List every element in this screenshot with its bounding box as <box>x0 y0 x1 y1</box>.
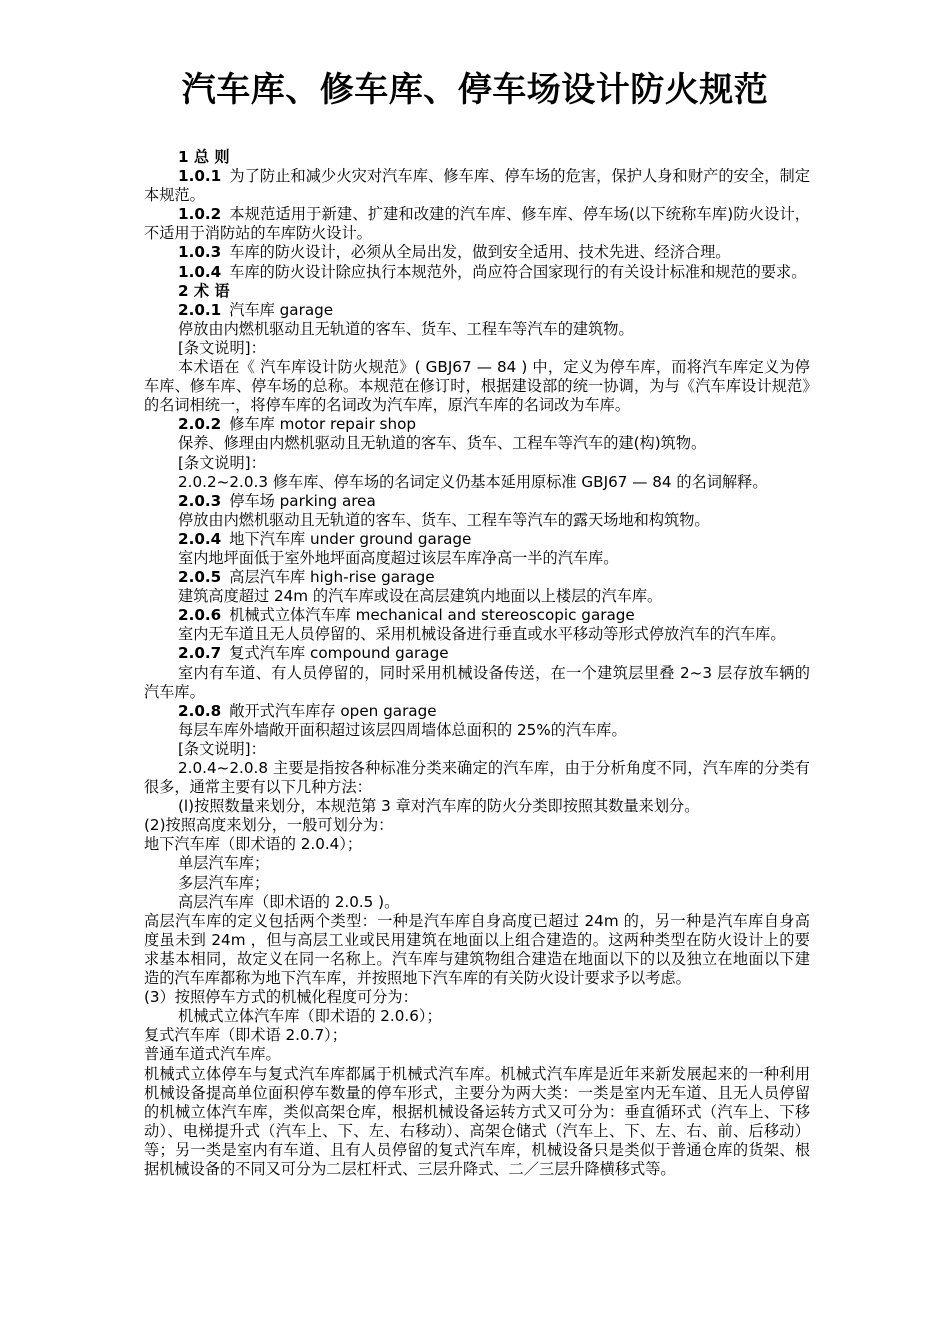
document-title: 汽车库、修车库、停车场设计防火规范 <box>181 70 769 110</box>
method-1: (l)按照数量来划分，本规范第 3 章对汽车库的防火分类即按照其数量来划分。 <box>178 797 700 816</box>
term-definition: 保养、修理由内燃机驱动且无轨道的客车、货车、工程车等汽车的建(构)筑物。 <box>178 434 707 453</box>
method-2-item: 多层汽车库； <box>178 873 270 892</box>
term-name: 高层汽车库 high-rise garage <box>229 568 435 587</box>
term-name: 复式汽车库 compound garage <box>229 644 449 663</box>
note-label: [条文说明]： <box>178 453 266 472</box>
method-2-text: 高层汽车库的定义包括两个类型：一种是汽车库自身高度已超过 24m 的，另一种是汽车库自身高度虽未到 24m ，但与高层工业或民用建筑在地面以上组合建造的。这两种类型在防火设计上的要求基本相同，故定义在同一名称上。汽车库与建筑物组合建造在地面以下的以及独立在地面以下建造的汽车库都称为地下汽车库，并按照地下汽车库的有关防火设计要求予以考虑。 <box>144 911 810 988</box>
term-name: 地下汽车库 under ground garage <box>229 529 472 548</box>
term-2-0-7 <box>144 644 810 663</box>
clause-number: 1.0.3 <box>178 243 222 262</box>
clause-number: 1.0.4 <box>178 262 222 281</box>
term-number: 2.0.7 <box>178 644 222 663</box>
method-2: (2)按照高度来划分，一般可划分为： <box>144 816 394 835</box>
term-name: 汽车库 garage <box>229 300 334 319</box>
term-number: 2.0.8 <box>178 701 222 720</box>
term-definition: 建筑高度超过 24m 的汽车库或设在高层建筑内地面以上楼层的汽车库。 <box>178 587 663 606</box>
clause-number: 1.0.2 <box>178 205 222 224</box>
section-1-heading: 1 总 则 <box>178 148 230 166</box>
method-2-item: 地下汽车库（即术语的 2.0.4）； <box>144 835 363 854</box>
clause-text: 为了防止和减少火灾对汽车库、修车库、停车场的危害，保护人身和财产的安全，制定本规范。 <box>144 167 810 205</box>
method-3-item: 复式汽车库（即术语 2.0.7）； <box>144 1026 347 1045</box>
term-number: 2.0.6 <box>178 606 222 625</box>
method-2-item: 高层汽车库（即术语的 2.0.5 )。 <box>178 892 400 911</box>
method-3-item: 普通车道式汽车库。 <box>144 1045 281 1064</box>
clause-text: 车库的防火设计，必须从全局出发，做到安全适用、技术先进、经济合理。 <box>229 243 731 262</box>
term-number: 2.0.3 <box>178 491 222 510</box>
note-label: [条文说明]： <box>178 338 266 357</box>
term-2-0-8 <box>144 702 810 721</box>
term-definition: 室内无车道且无人员停留的、采用机械设备进行垂直或水平移动等形式停放汽车的汽车库。 <box>178 625 786 644</box>
clause-1-0-1 <box>144 167 810 205</box>
term-2-0-6 <box>144 606 810 625</box>
clause-1-0-2 <box>144 205 810 243</box>
term-number: 2.0.1 <box>178 300 222 319</box>
term-name: 修车库 motor repair shop <box>229 415 417 434</box>
method-3-item: 机械式立体汽车库（即术语的 2.0.6）； <box>178 1007 442 1026</box>
term-number: 2.0.2 <box>178 415 222 434</box>
method-2-item: 单层汽车库； <box>178 854 270 873</box>
note-text: 本术语在《 汽车库设计防火规范》( GBJ67 — 84 ) 中，定义为停车库，而将汽车库定义为停车库、修车库、停车场的总称。本规范在修订时，根据建设部的统一协调，为与《汽车库设计规范》的名词相统一，将停车库的名词改为汽车库，原汽车库的名词改为车库。 <box>144 358 810 415</box>
term-definition: 每层车库外墙敞开面积超过该层四周墙体总面积的 25%的汽车库。 <box>178 720 627 739</box>
term-2-0-5 <box>144 568 810 587</box>
term-2-0-2 <box>144 415 810 434</box>
note-text: 2.0.4~2.0.8 主要是指按各种标准分类来确定的汽车库，由于分析角度不同，汽车库的分类有很多，通常主要有以下几种方法： <box>144 759 810 797</box>
note-label: [条文说明]： <box>178 739 266 758</box>
term-2-0-3 <box>144 492 810 511</box>
clause-1-0-4 <box>144 263 810 282</box>
term-definition: 室内地坪面低于室外地坪面高度超过该层车库净高一半的汽车库。 <box>178 548 619 567</box>
term-definition: 停放由内燃机驱动且无轨道的客车、货车、工程车等汽车的露天场地和构筑物。 <box>178 510 710 529</box>
term-name: 机械式立体汽车库 mechanical and stereoscopic garage <box>229 606 635 625</box>
term-name: 停车场 parking area <box>229 491 376 510</box>
term-2-0-1 <box>144 301 810 320</box>
term-number: 2.0.4 <box>178 529 222 548</box>
term-name: 敞开式汽车库存 open garage <box>229 701 437 720</box>
term-2-0-4 <box>144 530 810 549</box>
method-3: (3）按照停车方式的机械化程度可分为： <box>144 988 418 1007</box>
section-2-heading: 2 术 语 <box>178 281 230 300</box>
clause-text: 车库的防火设计除应执行本规范外，尚应符合国家现行的有关设计标准和规范的要求。 <box>229 262 807 281</box>
term-number: 2.0.5 <box>178 568 222 587</box>
method-3-text: 机械式立体停车与复式汽车库都属于机械式汽车库。机械式汽车库是近年来新发展起来的一种利用机械设备提高单位面积停车数量的停车形式，主要分为两大类：一类是室内无车道、且无人员停留的机械立体汽车库，类似高架仓库，根据机械设备运转方式又可分为：垂直循环式（汽车上、下移动）、电梯提升式（汽车上、下、左、右移动）、高架仓储式（汽车上、下、左、右、前、后移动）等；另一类是室内有车道、且有人员停留的复式汽车库，机械设备只是类似于普通仓库的货架、根据机械设备的不同又可分为二层杠杆式、三层升降式、二／三层升降横移式等。 <box>144 1064 810 1178</box>
term-definition: 室内有车道、有人员停留的，同时采用机械设备传送，在一个建筑层里叠 2~3 层存放车辆的汽车库。 <box>144 663 810 701</box>
clause-text: 本规范适用于新建、扩建和改建的汽车库、修车库、停车场(以下统称车库)防火设计，不适用于消防站的车库防火设计。 <box>144 205 810 243</box>
term-definition: 停放由内燃机驱动且无轨道的客车、货车、工程车等汽车的建筑物。 <box>178 319 634 338</box>
document-body <box>144 148 810 1179</box>
clause-number: 1.0.1 <box>178 167 222 186</box>
note-text: 2.0.2~2.0.3 修车库、停车场的名词定义仍基本延用原标准 GBJ67 — 84 的名词解释。 <box>178 472 768 491</box>
clause-1-0-3 <box>144 243 810 262</box>
